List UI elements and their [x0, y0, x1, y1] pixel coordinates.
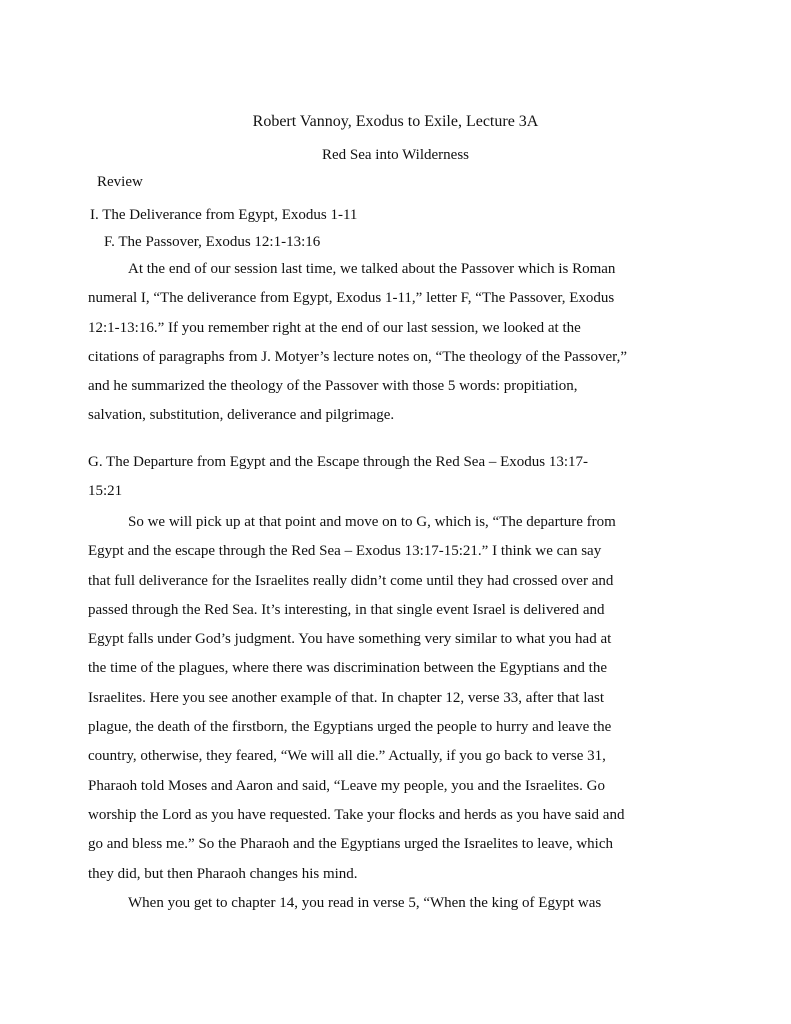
paragraph-2-line: go and bless me.” So the Pharaoh and the Egyptians urged the Israelites to leave, which [88, 836, 613, 853]
outline-letter-f: F. The Passover, Exodus 12:1-13:16 [104, 234, 321, 250]
paragraph-1-line: 12:1-13:16.” If you remember right at the end of our last session, we looked at the [88, 319, 581, 336]
paragraph-2-line: passed through the Red Sea. It’s interesting, in that single event Israel is delivered and [88, 601, 605, 618]
paragraph-1-line: numeral I, “The deliverance from Egypt, Exodus 1-11,” letter F, “The Passover, Exodus [88, 290, 615, 307]
paragraph-1-line: salvation, substitution, deliverance and pilgrimage. [88, 407, 395, 424]
outline-roman-i: I. The Deliverance from Egypt, Exodus 1-11 [90, 207, 358, 223]
paragraph-2-line: Egypt falls under God’s judgment. You have something very similar to what you had at [88, 631, 612, 648]
paragraph-2-line: worship the Lord as you have requested. Take your flocks and herds as you have said and [88, 806, 625, 823]
lecture-subtitle: Red Sea into Wilderness [321, 147, 469, 163]
paragraph-2-line: the time of the plagues, where there was discrimination between the Egyptians and the [88, 660, 608, 677]
paragraph-2-line: Israelites. Here you see another example of that. In chapter 12, verse 33, after that last [88, 689, 605, 706]
paragraph-2-line: country, otherwise, they feared, “We will all die.” Actually, if you go back to verse 31, [88, 748, 606, 765]
section-g-heading-line: G. The Departure from Egypt and the Escape through the Red Sea – Exodus 13:17- [88, 454, 589, 470]
paragraph-1 [88, 255, 718, 431]
paragraph-1-line: citations of paragraphs from J. Motyer’s lecture notes on, “The theology of the Passover,” [88, 348, 627, 365]
paragraph-2-line: So we will pick up at that point and move on to G, which is, “The departure from [128, 514, 616, 530]
lecture-title: Robert Vannoy, Exodus to Exile, Lecture 3A [252, 113, 539, 130]
paragraph-2-line: they did, but then Pharaoh changes his mind. [88, 865, 358, 882]
paragraph-2 [88, 508, 718, 889]
paragraph-2-line: Pharaoh told Moses and Aaron and said, “Leave my people, you and the Israelites. Go [88, 777, 605, 794]
paragraph-3-line: When you get to chapter 14, you read in verse 5, “When the king of Egypt was [128, 895, 602, 911]
paragraph-2-line: Egypt and the escape through the Red Sea – Exodus 13:17-15:21.” I think we can say [88, 543, 602, 560]
review-heading: Review [97, 174, 143, 190]
paragraph-2-line: plague, the death of the firstborn, the Egyptians urged the people to hurry and leave the [88, 719, 612, 736]
paragraph-1-line: At the end of our session last time, we talked about the Passover which is Roman [128, 261, 616, 277]
paragraph-3 [88, 889, 718, 918]
section-g-heading [88, 448, 718, 507]
section-g-heading-line: 15:21 [88, 483, 123, 500]
paragraph-2-line: that full deliverance for the Israelites really didn’t come until they had crossed over and [88, 572, 614, 589]
paragraph-1-line: and he summarized the theology of the Passover with those 5 words: propitiation, [88, 378, 578, 395]
